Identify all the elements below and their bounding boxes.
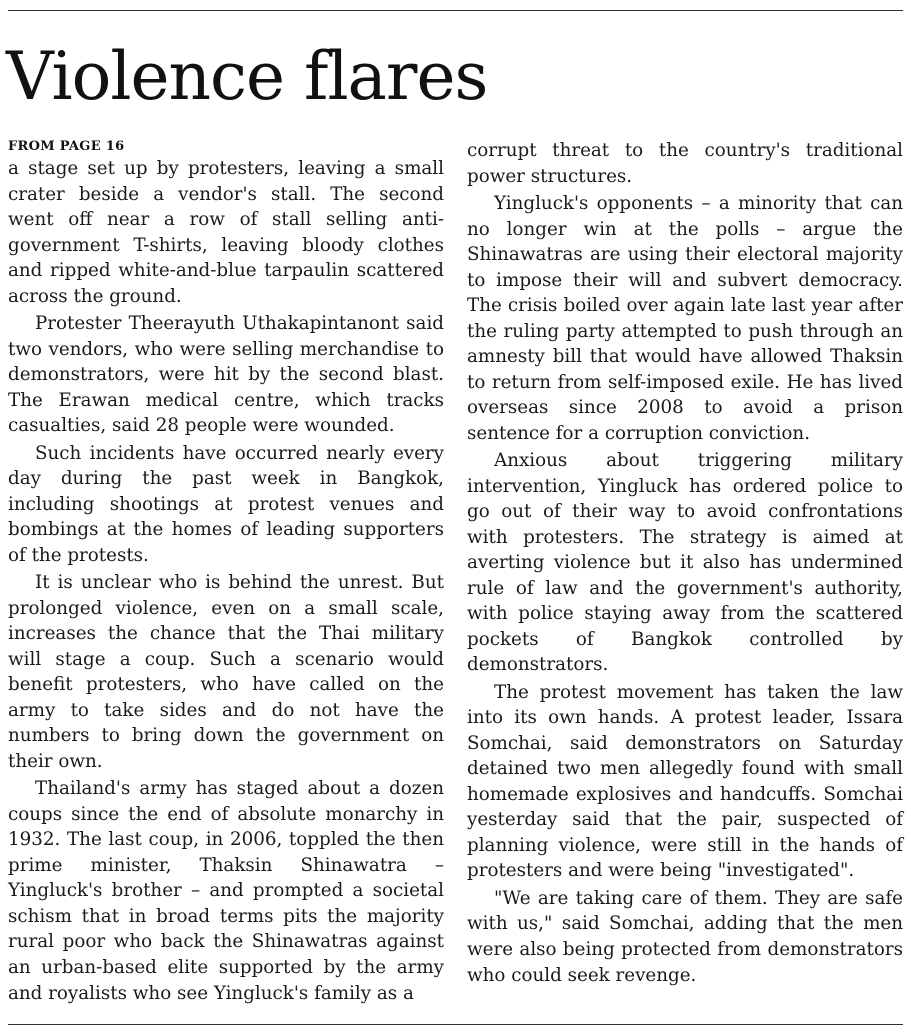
paragraph: "We are taking care of them. They are safe with us," said Somchai, adding that the men were also being protected from demonstrators who could seek revenge. bbox=[467, 887, 903, 986]
paragraph: The protest movement has taken the law into its own hands. A protest leader, Issara Somchai, said demonstrators on Saturday detained two men allegedly found with small homemade explosives and handcuffs. Somchai yesterday said that the pair, suspected of planning violence, were still in the hands of protesters and were being "investigated". bbox=[467, 681, 903, 882]
paragraph: corrupt threat to the country's traditional power structures. bbox=[467, 140, 903, 187]
top-rule bbox=[8, 10, 903, 11]
paragraph: Such incidents have occurred nearly every day during the past week in Bangkok, including shootings at protest venues and bombings at the homes of leading supporters of the protests. bbox=[8, 442, 444, 566]
paragraph: Protester Theerayuth Uthakapintanont said two vendors, who were selling merchandise to demonstrators, were hit by the second blast. The Erawan medical centre, which tracks casualties, said 28 people were wounded. bbox=[8, 313, 444, 437]
paragraph: a stage set up by protesters, leaving a small crater beside a vendor's stall. The second went off near a row of stall selling anti-government T-shirts, leaving bloody clothes and ripped white-and-blue tarpaulin scattered across the ground. bbox=[8, 158, 444, 307]
left-column bbox=[8, 138, 444, 1006]
paragraph: Yingluck's opponents – a minority that can no longer win at the polls – argue the Shinawatras are using their electoral majority to impose their will and subvert democracy. The crisis boiled over again late last year after the ruling party attempted to push through an amnesty bill that would have allowed Thaksin to return from self-imposed exile. He has lived overseas since 2008 to avoid a prison sentence for a corruption conviction. bbox=[467, 193, 903, 444]
paragraph: Thailand's army has staged about a dozen coups since the end of absolute monarchy in 1932. The last coup, in 2006, toppled the then prime minister, Thaksin Shinawatra – Yingluck's brother – and prompted a societal schism that in broad terms pits the majority rural poor who back the Shinawatras against an urban-based elite supported by the army and royalists who see Yingluck's family as a bbox=[8, 778, 444, 1004]
bottom-rule bbox=[8, 1024, 903, 1025]
paragraph: It is unclear who is behind the unrest. But prolonged violence, even on a small scale, increases the chance that the Thai military will stage a coup. Such a scenario would benefit protesters, who have called on the army to take sides and do not have the numbers to bring down the government on their own. bbox=[8, 572, 444, 772]
right-column bbox=[467, 138, 903, 988]
paragraph: Anxious about triggering military intervention, Yingluck has ordered police to go out of their way to avoid confrontations with protesters. The strategy is aimed at averting violence but it also has undermined rule of law and the government's authority, with police staying away from the scattered pockets of Bangkok controlled by demonstrators. bbox=[467, 450, 903, 676]
headline: Violence flares bbox=[6, 38, 488, 115]
continuation-kicker: FROM PAGE 16 bbox=[8, 139, 125, 154]
